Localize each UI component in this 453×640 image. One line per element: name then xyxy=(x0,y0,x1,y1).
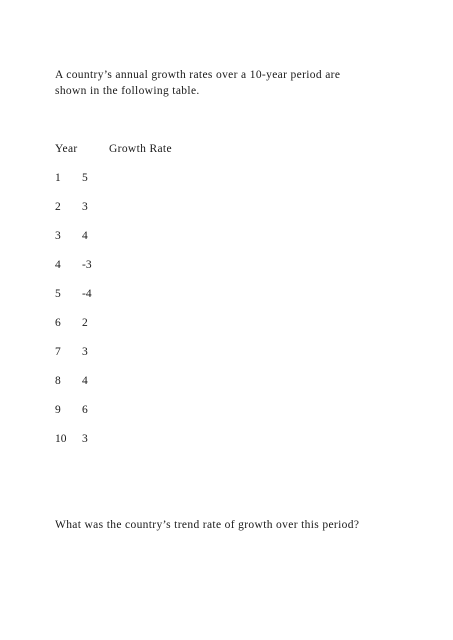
table-row xyxy=(0,200,200,229)
intro-paragraph xyxy=(55,67,395,99)
table-row xyxy=(0,287,200,316)
rate-cell: 6 xyxy=(82,404,88,416)
rate-cell: 3 xyxy=(82,433,88,445)
year-cell: 3 xyxy=(55,230,61,242)
table-row xyxy=(0,258,200,287)
rate-cell: 4 xyxy=(82,230,88,242)
rate-cell: 3 xyxy=(82,346,88,358)
table-row xyxy=(0,316,200,345)
intro-line-2: shown in the following table. xyxy=(55,85,200,97)
table-row xyxy=(0,345,200,374)
year-cell: 8 xyxy=(55,375,61,387)
table-row xyxy=(0,403,200,432)
table-row xyxy=(0,171,200,200)
year-cell: 2 xyxy=(55,201,61,213)
intro-line-1: A country’s annual growth rates over a 10-year period are xyxy=(55,69,341,81)
year-cell: 6 xyxy=(55,317,61,329)
rate-cell: 3 xyxy=(82,201,88,213)
year-cell: 7 xyxy=(55,346,61,358)
year-cell: 10 xyxy=(55,433,67,445)
year-cell: 4 xyxy=(55,259,61,271)
rate-cell: -4 xyxy=(82,288,92,300)
rate-cell: -3 xyxy=(82,259,92,271)
growth-table-body xyxy=(0,171,200,461)
table-row xyxy=(0,229,200,258)
year-cell: 1 xyxy=(55,172,61,184)
table-header-growth-rate: Growth Rate xyxy=(109,143,172,155)
year-cell: 5 xyxy=(55,288,61,300)
rate-cell: 2 xyxy=(82,317,88,329)
question-text: What was the country’s trend rate of growth over this period? xyxy=(55,519,360,531)
rate-cell: 5 xyxy=(82,172,88,184)
year-cell: 9 xyxy=(55,404,61,416)
table-row xyxy=(0,432,200,461)
table-row xyxy=(0,374,200,403)
rate-cell: 4 xyxy=(82,375,88,387)
table-header-year: Year xyxy=(55,143,78,155)
